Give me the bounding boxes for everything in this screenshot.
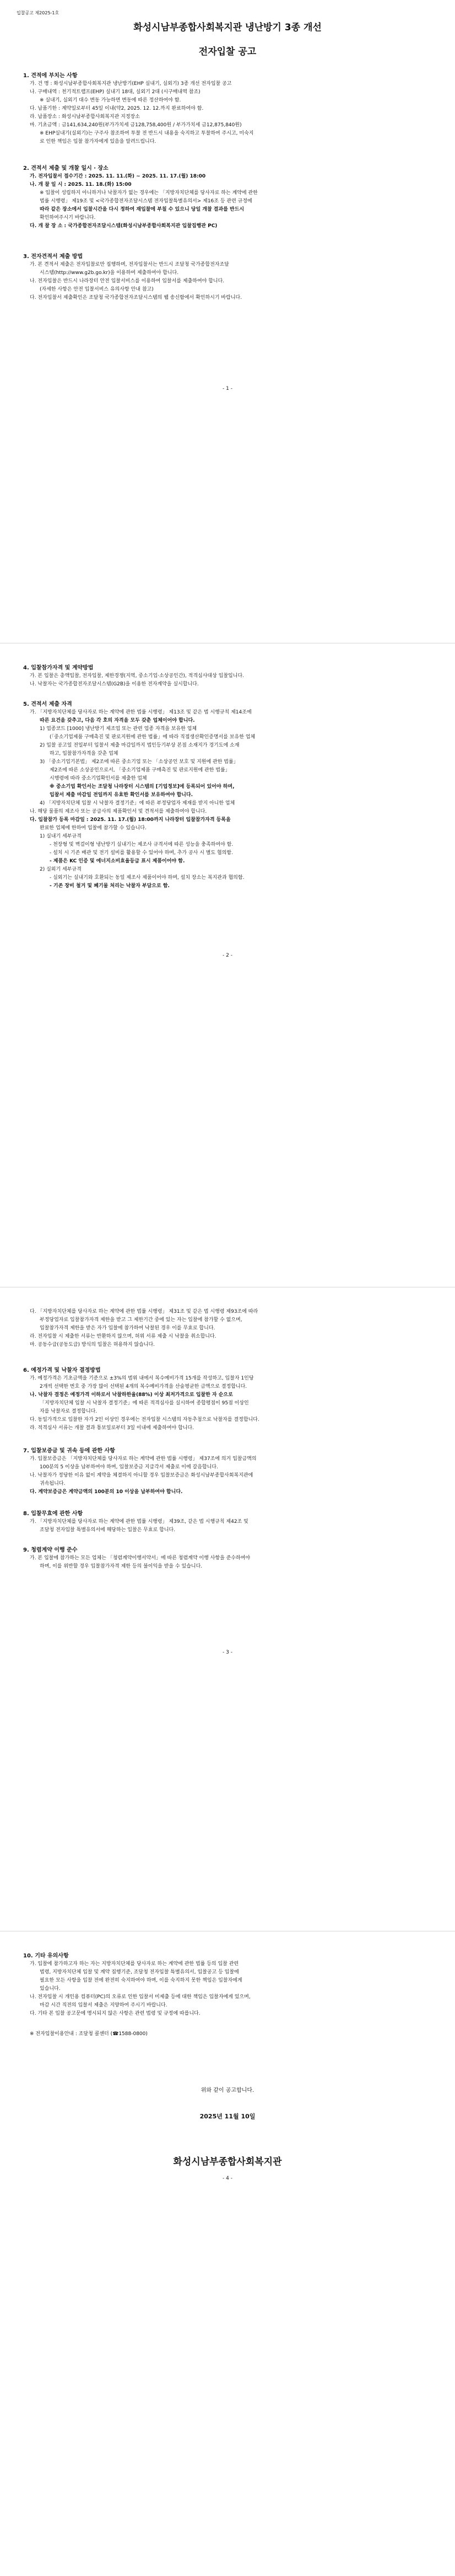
section-9 [23,1539,432,1571]
text-line: 가. 「지방자치단체를 당사자로 하는 계약에 관한 법률 시행령」 제13조 및 같은 법 시행규칙 제14조에 [30,710,252,715]
text-line: 3) 「중소기업기본법」 제2조에 따른 중소기업 또는 「소상공인 보호 및 지원에 관한 법률」 [40,759,239,765]
text-line: 2개씩 선택한 번호 중 가장 많이 선택된 4개의 복수예비가격을 산술평균한 금액으로 결정합니다. [40,1384,247,1389]
text-line: 나. 전자입찰 시 개인용 컴퓨터(PC)의 오류로 인한 입찰서 미제출 등에 대한 책임은 입찰자에게 있으며, [30,1994,251,2000]
text-line: 필요한 모든 사항을 입찰 전에 완전히 숙지하여야 하며, 이를 숙지하지 못한 책임은 입찰자에게 [40,1978,242,1983]
section-1 [23,65,432,146]
section-3 [23,246,432,302]
text-line: 가. 입찰보증금은 「지방자치단체를 당사자로 하는 계약에 관한 법률 시행령」 제37조에 의거 입찰금액의 [30,1456,257,1462]
section-heading: 10. 기타 유의사항 [23,1953,69,1959]
text-line: 법령, 지방자치단체 입찰 및 계약 집행기준, 조달청 전자입찰 특별유의서, 입찰공고 등 입찰에 [40,1969,239,1975]
text-line: 입찰참가자격 제한을 받은 자가 입찰에 참가하여 낙찰된 경우 이를 무효로 합니다. [40,1325,215,1331]
section-heading: 1. 견적에 부치는 사항 [23,73,78,79]
text-line: 다. 개 찰 장 소 : 국가종합전자조달시스템(화성시남부종합사회복지관 입찰집행관 PC) [30,223,218,229]
text-line: 라. 납품장소 : 화성시남부종합사회복지관 지정장소 [30,114,140,120]
text-line: 나. 전자입찰은 반드시 나라장터 안전 입찰서비스를 이용하여 입찰서를 제출하여야 합니다. [30,278,225,284]
text-line: 가. 예정가격은 기초금액을 기준으로 ±3%의 범위 내에서 복수예비가격 15개를 작성하고, 입찰자 1인당 [30,1376,254,1381]
text-line: 조달청 전자입찰 특별유의서에 해당하는 입찰은 무효로 합니다. [40,1527,176,1533]
text-line: 가. 입찰에 참가하고자 하는 자는 지방자치단체를 당사자로 하는 계약에 관한 법률 등의 입찰 관련 [30,1961,239,1967]
text-line: - 기존 장비 철거 및 폐기물 처리는 낙찰자 부담으로 함. [50,883,170,889]
section-7 [23,1440,432,1496]
text-line: 하며, 이를 위반할 경우 입찰참가자격 제한 등의 불이익을 받을 수 있습니다. [40,1564,203,1569]
section-heading: 2. 견적서 제출 및 개찰 일시 · 장소 [23,165,109,171]
text-line: 하고, 입찰참가자격을 갖춘 업체 [50,751,118,756]
text-line: 나. 낙찰자가 정당한 이유 없이 계약을 체결하지 아니할 경우 입찰보증금은 화성시남부종합사회복지관에 [30,1473,253,1478]
text-line: (자세한 사항은 안전 입찰서비스 유의사항 안내 참고) [40,287,154,292]
text-line: 1) 실내기 세부규격 [40,834,82,839]
organization-name: 화성시남부종합사회복지관 [173,2156,282,2167]
section-5 [23,694,432,890]
text-line: 제2조에 따른 소상공인으로서, 「중소기업제품 구매촉진 및 판로지원에 관한 법률」 [50,768,230,773]
text-line: 나. 구매내역 : 천기적트랩프(EHP) 실내기 18대, 실외기 2대 (시구매내역 참조) [30,89,201,95]
text-line: 가. 「지방자치단체를 당사자로 하는 계약에 관한 법률 시행령」 제39조, 같은 법 시행규칙 제42조 및 [30,1519,248,1525]
text-line: ※ 입찰이 성립하지 아니하거나 낙찰자가 없는 경우에는 「지방자치단체를 당사자로 하는 계약에 관한 [40,190,258,196]
text-line: 완료한 업체에 한하여 입찰에 참가할 수 있습니다. [40,825,147,831]
text-line: 다. 전자입찰서 제출확인은 조달청 국가종합전자조달시스템의 웹 송신함에서 확인하시기 바랍니다. [30,295,242,300]
text-line: ※ 실내기, 실외기 대수 변동 가능하면 변동에 따른 정산하여야 함. [40,98,181,103]
document-title: 화성시남부종합사회복지관 냉난방기 3종 개선 [133,22,322,33]
text-line: 확인하여주시기 바랍니다. [40,215,96,221]
page-number: - 2 - [223,953,232,958]
page-3 [0,1288,455,1932]
text-line: 라. 전자입찰 시 제출한 서류는 반환하지 않으며, 허위 서류 제출 시 낙찰을 취소합니다. [30,1334,216,1339]
text-line: 로 인한 책임은 입찰 참가자에게 있음을 알려드립니다. [40,139,156,144]
text-line: 다. 동일가격으로 입찰한 자가 2인 이상인 경우에는 전자입찰 시스템의 자동추첨으로 낙찰자를 결정합니다. [30,1417,259,1423]
text-line: 가. 건 명 : 화성시남부종합사회복지관 냉난방기(EHP 실내기, 실외기) 3종 개선 전자입찰 공고 [30,81,232,87]
text-line: 마. 공동수급(공동도급) 방식의 입찰은 허용하지 않습니다. [30,1342,155,1348]
text-line: 2) 실외기 세부규격 [40,867,82,872]
page-number: - 3 - [223,1650,232,1655]
text-line: - 실외기는 실내기와 호환되는 동일 제조사 제품이어야 하며, 설치 장소는 복지관과 협의함. [50,875,245,881]
text-line: 2) 입찰 공고일 전일부터 입찰서 제출 마감일까지 법인등기부상 본점 소재지가 경기도에 소재 [40,743,240,748]
text-line: 가. 본 견적서 제출은 전자입찰로만 집행하며, 전자입찰서는 반드시 조달청 국가종합전자조달 [30,262,229,267]
document-subtitle: 전자입찰 공고 [198,46,257,57]
text-line: 있습니다. [40,1986,61,1992]
text-line: 「지방자치단체 입찰 시 낙찰자 결정기준」에 따른 적격심사를 실시하여 종합평점이 95점 이상인 [40,1400,249,1406]
text-line: 부정당업자로 입찰참가자격 제한을 받고 그 제한기간 중에 있는 자는 입찰에 참가할 수 없으며, [40,1317,242,1323]
text-line: - 제품은 KC 인증 및 에너지소비효율등급 표시 제품이어야 함. [50,858,185,864]
section-5-continued [23,1308,432,1349]
text-line: ※ 중소기업 확인서는 조달청 나라장터 시스템의 [기업정보]에 등록되어 있어야 하며, [50,784,235,790]
section-4 [23,657,432,689]
section-6 [23,1360,432,1432]
text-line: 따른 요건을 갖추고, 다음 각 호의 자격을 모두 갖춘 업체이어야 합니다. [40,718,195,723]
text-line: 1) 업종코드 [1000] 냉난방기 제조업 또는 관련 업종 자격을 보유한 업체 [40,726,197,732]
text-line: 가. 본 입찰에 참가하는 모든 업체는 「청렴계약이행서약서」에 따른 청렴계약 이행 사항을 준수하여야 [30,1555,251,1561]
section-heading: 5. 견적서 제출 자격 [23,701,72,707]
text-line: 나. 해당 물품의 제조사 또는 공급사의 제품확인서 및 견적서를 제출하여야 합니다. [30,809,207,814]
section-10 [23,1945,432,2038]
text-line: 따라 같은 장소에서 입찰시간을 다시 정하여 재입찰에 부칠 수 있으니 당일 개찰 결과를 반드시 [40,207,245,212]
text-line: - 천장형 및 벽걸이형 냉난방기 실내기는 제조사 규격서에 따른 성능을 충족하여야 함. [50,842,234,847]
text-line: 자를 낙찰자로 결정합니다. [40,1409,98,1414]
section-8 [23,1503,432,1534]
section-heading: 7. 입찰보증금 및 귀속 등에 관한 사항 [23,1448,115,1454]
section-heading: 6. 예정가격 및 낙찰자 결정방법 [23,1367,101,1373]
text-line: - 설치 시 기존 배관 및 전기 설비를 활용할 수 있어야 하며, 추가 공사 시 별도 협의함. [50,850,233,856]
section-heading: 4. 입찰참가자격 및 계약방법 [23,665,94,671]
text-line: 시행령에 따라 중소기업확인서를 제출한 업체 [50,776,147,781]
text-line: 나. 개 찰 일 시 : 2025. 11. 18.(화) 15:00 [30,182,132,187]
text-line: 다. 입찰참가 등록 마감일 : 2025. 11. 17.(월) 18:00까지 나라장터 입찰참가자격 등록을 [30,817,231,823]
text-line: 다. 「지방자치단체를 당사자로 하는 계약에 관한 법률 시행령」 제31조 및 같은 법 시행령 제93조에 따라 [30,1309,258,1314]
text-line: 시스템(http://www.g2b.go.kr)을 이용하여 제출하여야 합니다. [40,270,179,276]
text-line: 귀속됩니다. [40,1481,66,1486]
text-line: 4) 「지방자치단체 입찰 시 낙찰자 결정기준」에 따른 부정당업자 제재를 받지 아니한 업체 [40,801,235,806]
section-heading: 9. 청렴계약 이행 준수 [23,1547,78,1553]
text-line: 가. 전자입찰서 접수기간 : 2025. 11. 11.(화) ~ 2025. 11. 17.(월) 18:00 [30,174,206,179]
text-line: ※ EHP실내기(실외기)는 구주사 참조하여 투찰 전 반드시 내용을 숙지하고 투찰하여 주시고, 미숙지 [40,131,254,136]
text-line: 100분의 5 이상을 납부하여야 하며, 입찰보증금 지급각서 제출로 이에 갈음합니다. [40,1464,218,1470]
closing-statement: 위와 같이 공고합니다. [201,2087,254,2094]
announcement-date: 2025년 11월 10일 [199,2113,256,2120]
page-number: - 4 - [223,2176,232,2181]
text-line: 나. 낙찰자 결정은 예정가격 이하로서 낙찰하한율(88%) 이상 최저가격으로 입찰한 자 순으로 [30,1392,233,1398]
text-line: 법률 시행령」 제19조 및 <국가종합전자조달시스템 전자입찰특별유의서> 제16조 등 관련 규정에 [40,198,252,204]
page-1 [0,0,455,644]
page-4 [0,1932,455,2576]
section-2 [23,158,432,230]
text-line: 다. 납품기한 : 계약일로부터 45일 이내(약2, 2025. 12. 12.까지 완료하여야 함. [30,106,204,111]
text-line: 가. 본 입찰은 총액입찰, 전자입찰, 제한경쟁(지역, 중소기업·소상공인간), 적격심사대상 입찰입니다. [30,673,245,679]
text-line: 나. 낙찰자는 국가종합전자조달시스템(G2B)을 이용한 전자계약을 실시합니다. [30,681,199,687]
text-line: 마. 기초금액 : 금141,634,240원(부가가치세 금128,758,400원 / 부가가치세 금12,875,840원) [30,122,242,128]
section-heading: 8. 입찰무효에 관한 사항 [23,1511,83,1517]
page-2 [0,644,455,1288]
text-line: (「중소기업제품 구매촉진 및 판로지원에 관한 법률」에 따라 직접생산확인증명서를 보유한 업체 [50,734,256,740]
text-line: 마감 시간 직전의 입찰서 제출은 지양하여 주시기 바랍니다. [40,2003,167,2008]
text-line: 입찰서 제출 마감일 전일까지 유효한 확인서를 보유하여야 합니다. [50,792,193,798]
document-number: 입찰공고 제2025-1호 [17,10,59,15]
text-line: 다. 계약보증금은 계약금액의 100분의 10 이상을 납부하여야 합니다. [30,1489,183,1495]
text-line: 다. 기타 본 입찰 공고문에 명시되지 않은 사항은 관련 법령 및 규정에 따릅니다. [30,2011,201,2016]
page-number: - 1 - [223,386,232,391]
section-heading: 3. 전자견적서 제출 방법 [23,254,83,260]
contact-line: ※ 전자입찰이용안내 : 조달청 콜센터 (☎1588-0800) [30,2031,148,2037]
text-line: 라. 적격심사 서류는 개찰 결과 통보일로부터 3일 이내에 제출하여야 합니다. [30,1425,194,1431]
